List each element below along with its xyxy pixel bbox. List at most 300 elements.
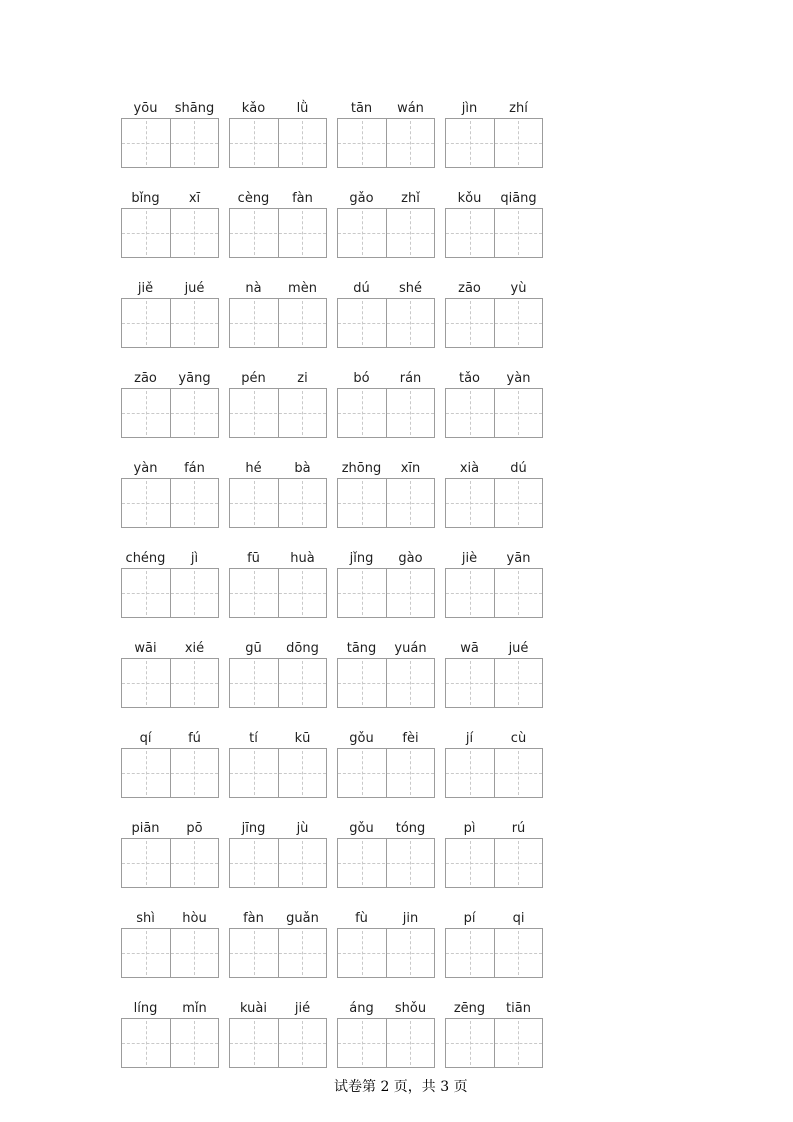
word-group: [337, 911, 435, 978]
grid-cell[interactable]: [446, 929, 494, 977]
writing-grid-box: [121, 1018, 219, 1068]
grid-cell[interactable]: [386, 389, 435, 437]
pinyin-syllable: jiě: [137, 281, 154, 296]
grid-cell[interactable]: [278, 209, 327, 257]
pinyin-syllable: fú: [188, 731, 201, 746]
grid-cell[interactable]: [122, 119, 170, 167]
writing-grid-box: [121, 388, 219, 438]
word-group: [121, 461, 219, 528]
grid-cell[interactable]: [278, 839, 327, 887]
grid-cell[interactable]: [278, 749, 327, 797]
pinyin-labels: [337, 101, 435, 118]
pinyin-syllable: tāng: [346, 641, 377, 656]
grid-cell[interactable]: [278, 929, 327, 977]
pinyin-syllable: wāi: [134, 641, 157, 656]
pinyin-syllable: yù: [510, 281, 527, 296]
pinyin-labels: [229, 551, 327, 568]
grid-cell[interactable]: [494, 119, 543, 167]
pinyin-labels: [445, 551, 543, 568]
pinyin-syllable: fù: [355, 911, 368, 926]
grid-cell[interactable]: [338, 209, 386, 257]
grid-cell[interactable]: [494, 389, 543, 437]
grid-cell[interactable]: [170, 389, 219, 437]
pinyin-syllable: huà: [290, 551, 315, 566]
pinyin-syllable: shì: [136, 911, 155, 926]
word-group: [337, 821, 435, 888]
writing-grid-box: [445, 388, 543, 438]
pinyin-syllable: bǐng: [131, 191, 160, 206]
grid-cell[interactable]: [386, 569, 435, 617]
pinyin-syllable: tān: [350, 101, 373, 116]
pinyin-syllable: xīn: [400, 461, 421, 476]
writing-grid-box: [121, 478, 219, 528]
grid-cell[interactable]: [494, 479, 543, 527]
grid-cell[interactable]: [494, 209, 543, 257]
pinyin-labels: [445, 731, 543, 748]
word-group: [229, 281, 327, 348]
grid-cell[interactable]: [386, 929, 435, 977]
grid-cell[interactable]: [122, 929, 170, 977]
pinyin-syllable: cèng: [237, 191, 270, 206]
pinyin-syllable: guǎn: [286, 911, 319, 926]
pinyin-labels: [337, 821, 435, 838]
pinyin-syllable: zhōng: [341, 461, 382, 476]
pinyin-syllable: jiè: [461, 551, 478, 566]
grid-cell[interactable]: [494, 299, 543, 347]
grid-cell[interactable]: [122, 389, 170, 437]
writing-grid-box: [445, 838, 543, 888]
grid-cell[interactable]: [338, 299, 386, 347]
pinyin-syllable: zāo: [458, 281, 481, 296]
pinyin-labels: [445, 641, 543, 658]
writing-grid-box: [445, 1018, 543, 1068]
pinyin-labels: [121, 641, 219, 658]
pinyin-labels: [445, 821, 543, 838]
grid-cell[interactable]: [170, 209, 219, 257]
grid-cell[interactable]: [278, 1019, 327, 1067]
pinyin-syllable: rán: [399, 371, 422, 386]
pinyin-labels: [121, 821, 219, 838]
grid-cell[interactable]: [386, 1019, 435, 1067]
pinyin-write-grid: [121, 101, 543, 1091]
grid-cell[interactable]: [278, 479, 327, 527]
writing-grid-box: [229, 208, 327, 258]
pinyin-labels: [121, 191, 219, 208]
pinyin-labels: [229, 731, 327, 748]
pinyin-syllable: zi: [297, 371, 308, 386]
word-group: [229, 371, 327, 438]
writing-grid-box: [229, 1018, 327, 1068]
pinyin-syllable: jìn: [461, 101, 478, 116]
pinyin-syllable: bó: [353, 371, 370, 386]
grid-cell[interactable]: [446, 749, 494, 797]
writing-grid-box: [229, 568, 327, 618]
writing-grid-box: [121, 658, 219, 708]
word-group: [337, 461, 435, 528]
writing-grid-box: [121, 208, 219, 258]
pinyin-row: [121, 731, 543, 798]
writing-grid-box: [445, 928, 543, 978]
pinyin-syllable: yàn: [133, 461, 158, 476]
pinyin-syllable: gǒu: [349, 731, 374, 746]
writing-grid-box: [337, 208, 435, 258]
pinyin-labels: [337, 281, 435, 298]
writing-grid-box: [121, 568, 219, 618]
grid-cell[interactable]: [386, 659, 435, 707]
grid-cell[interactable]: [230, 209, 278, 257]
pinyin-syllable: qiāng: [500, 191, 537, 206]
writing-grid-box: [445, 748, 543, 798]
grid-cell[interactable]: [446, 119, 494, 167]
pinyin-syllable: jǐng: [349, 551, 374, 566]
pinyin-syllable: xià: [459, 461, 480, 476]
writing-grid-box: [121, 298, 219, 348]
word-group: [229, 911, 327, 978]
pinyin-syllable: pén: [241, 371, 266, 386]
word-group: [121, 101, 219, 168]
pinyin-syllable: shé: [398, 281, 422, 296]
pinyin-syllable: líng: [133, 1001, 158, 1016]
grid-cell[interactable]: [446, 659, 494, 707]
grid-cell[interactable]: [494, 839, 543, 887]
pinyin-syllable: yāng: [178, 371, 211, 386]
pinyin-syllable: xié: [184, 641, 205, 656]
pinyin-labels: [121, 1001, 219, 1018]
writing-grid-box: [229, 838, 327, 888]
grid-cell[interactable]: [446, 299, 494, 347]
grid-cell[interactable]: [494, 749, 543, 797]
grid-cell[interactable]: [446, 1019, 494, 1067]
pinyin-syllable: fàn: [243, 911, 264, 926]
pinyin-syllable: mǐn: [182, 1001, 207, 1016]
pinyin-syllable: fàn: [292, 191, 313, 206]
grid-cell[interactable]: [446, 389, 494, 437]
grid-cell[interactable]: [386, 479, 435, 527]
word-group: [337, 281, 435, 348]
grid-cell[interactable]: [230, 659, 278, 707]
word-group: [337, 371, 435, 438]
pinyin-syllable: fán: [184, 461, 205, 476]
writing-grid-box: [337, 748, 435, 798]
pinyin-syllable: zēng: [453, 1001, 486, 1016]
grid-cell[interactable]: [494, 569, 543, 617]
pinyin-labels: [337, 191, 435, 208]
word-group: [445, 821, 543, 888]
pinyin-syllable: gǒu: [349, 821, 374, 836]
word-group: [121, 281, 219, 348]
grid-cell[interactable]: [338, 569, 386, 617]
pinyin-syllable: wā: [460, 641, 479, 656]
grid-cell[interactable]: [278, 569, 327, 617]
writing-grid-box: [229, 748, 327, 798]
pinyin-labels: [337, 731, 435, 748]
grid-cell[interactable]: [446, 209, 494, 257]
pinyin-syllable: cù: [510, 731, 527, 746]
grid-cell[interactable]: [170, 749, 219, 797]
pinyin-labels: [229, 371, 327, 388]
word-group: [229, 821, 327, 888]
word-group: [229, 101, 327, 168]
grid-cell[interactable]: [170, 569, 219, 617]
grid-cell[interactable]: [122, 209, 170, 257]
pinyin-row: [121, 461, 543, 528]
pinyin-labels: [121, 371, 219, 388]
grid-cell[interactable]: [230, 569, 278, 617]
grid-cell[interactable]: [446, 839, 494, 887]
pinyin-syllable: zāo: [134, 371, 157, 386]
grid-cell[interactable]: [446, 479, 494, 527]
pinyin-syllable: yōu: [133, 101, 158, 116]
word-group: [445, 1001, 543, 1068]
writing-grid-box: [337, 568, 435, 618]
pinyin-syllable: rú: [511, 821, 526, 836]
grid-cell[interactable]: [338, 1019, 386, 1067]
pinyin-syllable: jù: [296, 821, 309, 836]
writing-grid-box: [337, 928, 435, 978]
pinyin-labels: [445, 191, 543, 208]
writing-grid-box: [337, 388, 435, 438]
grid-cell[interactable]: [338, 119, 386, 167]
grid-cell[interactable]: [170, 299, 219, 347]
grid-cell[interactable]: [338, 659, 386, 707]
pinyin-syllable: kuài: [240, 1001, 267, 1016]
grid-cell[interactable]: [494, 1019, 543, 1067]
pinyin-labels: [337, 551, 435, 568]
pinyin-labels: [121, 101, 219, 118]
pinyin-row: [121, 641, 543, 708]
word-group: [121, 1001, 219, 1068]
writing-grid-box: [445, 658, 543, 708]
pinyin-syllable: wán: [397, 101, 424, 116]
pinyin-labels: [445, 101, 543, 118]
grid-cell[interactable]: [230, 1019, 278, 1067]
pinyin-labels: [337, 911, 435, 928]
grid-cell[interactable]: [278, 659, 327, 707]
pinyin-row: [121, 821, 543, 888]
word-group: [337, 1001, 435, 1068]
pinyin-row: [121, 911, 543, 978]
word-group: [229, 731, 327, 798]
grid-cell[interactable]: [386, 119, 435, 167]
grid-cell[interactable]: [230, 299, 278, 347]
pinyin-syllable: gǎo: [349, 191, 374, 206]
writing-grid-box: [229, 928, 327, 978]
pinyin-labels: [229, 911, 327, 928]
pinyin-labels: [337, 1001, 435, 1018]
pinyin-row: [121, 551, 543, 618]
grid-cell[interactable]: [386, 209, 435, 257]
word-group: [445, 191, 543, 258]
pinyin-syllable: pì: [463, 821, 476, 836]
pinyin-syllable: dōng: [286, 641, 319, 656]
grid-cell[interactable]: [170, 479, 219, 527]
grid-cell[interactable]: [338, 839, 386, 887]
grid-cell[interactable]: [230, 929, 278, 977]
grid-cell[interactable]: [170, 659, 219, 707]
pinyin-syllable: fū: [247, 551, 260, 566]
pinyin-syllable: zhǐ: [401, 191, 420, 206]
pinyin-row: [121, 281, 543, 348]
pinyin-labels: [229, 821, 327, 838]
grid-cell[interactable]: [122, 299, 170, 347]
pinyin-syllable: bà: [294, 461, 311, 476]
grid-cell[interactable]: [230, 389, 278, 437]
pinyin-syllable: yān: [506, 551, 531, 566]
word-group: [337, 551, 435, 618]
pinyin-syllable: yuán: [394, 641, 427, 656]
pinyin-labels: [229, 461, 327, 478]
pinyin-syllable: jì: [190, 551, 199, 566]
grid-cell[interactable]: [386, 299, 435, 347]
writing-grid-box: [445, 118, 543, 168]
pinyin-syllable: piān: [131, 821, 160, 836]
grid-cell[interactable]: [230, 749, 278, 797]
word-group: [229, 1001, 327, 1068]
pinyin-labels: [337, 461, 435, 478]
word-group: [121, 821, 219, 888]
grid-cell[interactable]: [494, 659, 543, 707]
grid-cell[interactable]: [122, 659, 170, 707]
pinyin-syllable: jīng: [241, 821, 266, 836]
grid-cell[interactable]: [122, 569, 170, 617]
pinyin-labels: [121, 461, 219, 478]
grid-cell[interactable]: [338, 929, 386, 977]
pinyin-labels: [337, 371, 435, 388]
page-footer: 试卷第 2 页，共 3 页: [334, 1079, 468, 1095]
pinyin-syllable: tiān: [506, 1001, 531, 1016]
grid-cell[interactable]: [230, 839, 278, 887]
grid-cell[interactable]: [278, 119, 327, 167]
pinyin-syllable: jié: [294, 1001, 311, 1016]
word-group: [337, 731, 435, 798]
pinyin-syllable: hé: [245, 461, 262, 476]
pinyin-labels: [229, 191, 327, 208]
writing-grid-box: [229, 478, 327, 528]
pinyin-syllable: hòu: [182, 911, 207, 926]
pinyin-syllable: tí: [249, 731, 258, 746]
pinyin-row: [121, 191, 543, 258]
word-group: [445, 281, 543, 348]
pinyin-labels: [229, 281, 327, 298]
pinyin-syllable: jin: [402, 911, 419, 926]
grid-cell[interactable]: [446, 569, 494, 617]
pinyin-labels: [229, 641, 327, 658]
grid-cell[interactable]: [230, 119, 278, 167]
writing-grid-box: [121, 838, 219, 888]
writing-grid-box: [229, 658, 327, 708]
pinyin-syllable: jué: [184, 281, 205, 296]
writing-grid-box: [229, 298, 327, 348]
grid-cell[interactable]: [386, 839, 435, 887]
grid-cell[interactable]: [122, 1019, 170, 1067]
word-group: [445, 551, 543, 618]
pinyin-syllable: dú: [353, 281, 370, 296]
word-group: [121, 641, 219, 708]
pinyin-labels: [229, 101, 327, 118]
pinyin-syllable: gào: [398, 551, 423, 566]
grid-cell[interactable]: [122, 479, 170, 527]
writing-grid-box: [337, 298, 435, 348]
pinyin-labels: [445, 281, 543, 298]
pinyin-syllable: xī: [188, 191, 201, 206]
pinyin-syllable: pí: [463, 911, 476, 926]
grid-cell[interactable]: [170, 1019, 219, 1067]
pinyin-syllable: zhí: [509, 101, 528, 116]
writing-grid-box: [337, 118, 435, 168]
pinyin-labels: [229, 1001, 327, 1018]
word-group: [445, 461, 543, 528]
word-group: [337, 101, 435, 168]
writing-grid-box: [121, 118, 219, 168]
pinyin-syllable: kǎo: [241, 101, 266, 116]
pinyin-syllable: áng: [349, 1001, 374, 1016]
grid-cell[interactable]: [122, 839, 170, 887]
word-group: [445, 371, 543, 438]
pinyin-syllable: fèi: [402, 731, 419, 746]
pinyin-labels: [337, 641, 435, 658]
writing-grid-box: [445, 208, 543, 258]
word-group: [229, 551, 327, 618]
pinyin-syllable: lǜ: [296, 101, 309, 116]
writing-grid-box: [121, 748, 219, 798]
word-group: [229, 461, 327, 528]
grid-cell[interactable]: [170, 929, 219, 977]
writing-grid-box: [337, 478, 435, 528]
pinyin-row: [121, 371, 543, 438]
grid-cell[interactable]: [170, 839, 219, 887]
pinyin-labels: [445, 1001, 543, 1018]
word-group: [337, 641, 435, 708]
grid-cell[interactable]: [494, 929, 543, 977]
word-group: [121, 911, 219, 978]
grid-cell[interactable]: [278, 389, 327, 437]
grid-cell[interactable]: [230, 479, 278, 527]
pinyin-syllable: gū: [245, 641, 262, 656]
word-group: [229, 191, 327, 258]
grid-cell[interactable]: [122, 749, 170, 797]
pinyin-syllable: tǎo: [458, 371, 481, 386]
writing-grid-box: [121, 928, 219, 978]
grid-cell[interactable]: [338, 749, 386, 797]
grid-cell[interactable]: [338, 389, 386, 437]
pinyin-syllable: kū: [294, 731, 311, 746]
writing-grid-box: [229, 118, 327, 168]
word-group: [121, 731, 219, 798]
grid-cell[interactable]: [386, 749, 435, 797]
pinyin-syllable: dú: [510, 461, 527, 476]
pinyin-labels: [121, 551, 219, 568]
writing-grid-box: [445, 298, 543, 348]
pinyin-labels: [445, 461, 543, 478]
word-group: [337, 191, 435, 258]
word-group: [445, 911, 543, 978]
word-group: [121, 191, 219, 258]
pinyin-labels: [121, 281, 219, 298]
pinyin-labels: [121, 911, 219, 928]
word-group: [229, 641, 327, 708]
word-group: [121, 371, 219, 438]
word-group: [445, 641, 543, 708]
pinyin-syllable: jué: [508, 641, 529, 656]
grid-cell[interactable]: [170, 119, 219, 167]
pinyin-syllable: qi: [512, 911, 525, 926]
grid-cell[interactable]: [338, 479, 386, 527]
grid-cell[interactable]: [278, 299, 327, 347]
pinyin-syllable: yàn: [506, 371, 531, 386]
pinyin-row: [121, 101, 543, 168]
pinyin-syllable: shǒu: [394, 1001, 427, 1016]
pinyin-syllable: nà: [245, 281, 262, 296]
